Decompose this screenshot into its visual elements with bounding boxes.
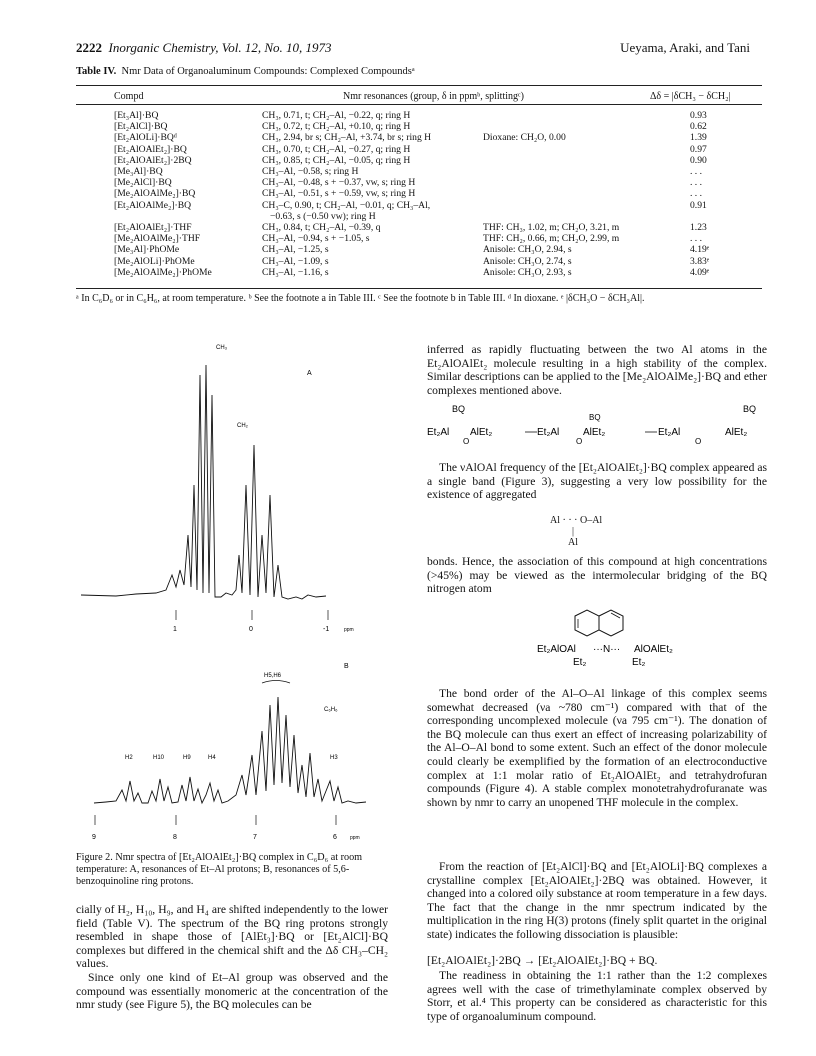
cell-delta: . . . — [690, 188, 702, 200]
cell-delta: 4.09ᵉ — [690, 266, 710, 278]
tick-b-1: 9 — [92, 834, 96, 841]
cell-compd: [Et₂AlOAlEt₂]·BQ — [114, 143, 187, 155]
scheme2-left: Et₂AlOAl — [537, 644, 576, 655]
spectrum-a-trace — [81, 365, 326, 599]
scheme-o2: O — [576, 437, 583, 446]
figure-caption: Figure 2. Nmr spectra of [Et₂AlOAlEt₂]·BQ complex in C₆D₆ at room temperature: A, resonances of Et–Al protons; B, resonances of 5,6-benzoquinoline ring protons. — [76, 852, 363, 887]
journal-citation: Inorganic Chemistry, Vol. 12, No. 10, 1973 — [108, 40, 332, 55]
tick-a-1: 1 — [173, 626, 177, 633]
cell-delta: 0.91 — [690, 199, 707, 211]
right-paragraph-6: The readiness in obtaining the 1:1 rather than the 1:2 complexes agrees well with the case of trimethylaminate complex observed by Storr, et al.⁴ This property can be considered as characteristic for this type of organoaluminum compound. — [427, 969, 767, 1023]
cell-compd: [Et₃Al]·BQ — [114, 110, 159, 121]
scheme-a3: Et₂Al — [658, 427, 681, 438]
cell-extra: Dioxane: CH₂O, 0.00 — [483, 132, 566, 144]
cell-delta: . . . — [690, 233, 702, 245]
scheme2-sub-right: Et₂ — [632, 657, 646, 668]
spectrum-b-label: B — [344, 663, 349, 670]
table-rule-mid — [76, 104, 762, 105]
scheme-b3: AlEt₂ — [725, 427, 748, 438]
cell-extra: Anisole: CH₃O, 2.93, s — [483, 266, 572, 278]
table-row — [0, 177, 816, 188]
scheme-bq-mid: BQ — [589, 413, 601, 422]
scheme2-sub-left: Et₂ — [573, 657, 587, 668]
cell-compd: [Et₂AlOAlEt₂]·2BQ — [114, 154, 192, 166]
cell-compd: [Et₂AlOAlMe₂]·BQ — [114, 199, 192, 211]
tick-a-2: 0 — [249, 626, 253, 633]
cell-nmr: CH₃, 0.71, t; CH₂–Al, −0.22, q; ring H — [262, 110, 411, 121]
right-paragraph-5: From the reaction of [Et₂AlCl]·BQ and [Et₂AlOLi]·BQ complexes a crystalline complex [Et₂AlOAlEt₂]·2BQ was obtained. However, it changed into a colored oily substance at room temperature in a few days. The fact that the change in the nmr spectrum indicated by the multiplication in the ring H(3) protons (finely split quartet in the original state) indicates the following dissociation is plausible: — [427, 860, 767, 941]
cell-nmr: CH₃–Al, −1.16, s — [262, 266, 329, 278]
aggregate-structure: Al · · · O–Al | Al — [550, 515, 603, 548]
table-row — [0, 144, 816, 155]
cell-compd: [Me₂AlCl]·BQ — [114, 177, 172, 189]
table-row — [0, 110, 816, 121]
cell-delta: . . . — [690, 166, 702, 177]
cell-delta: 1.39 — [690, 132, 707, 144]
cell-delta: 0.90 — [690, 154, 707, 166]
right-paragraph-4: The bond order of the Al–O–Al linkage of this complex seems somewhat decreased (νa ~780 cm⁻¹) compared with that of the corresponding uncomplexed molecule (νa 795 cm⁻¹). The donation of the BQ molecule can thus exert an effect of increasing polarizability of the Al–O–Al bond to some extent. Such an effect of the donor molecule could clearly be exemplified by the formation of an electroconductive complex at 1:1 molar ratio of Et₂AlOAlEt₂ and tetrahydrofuran compounds (Figure 4). A stable complex monotetrahydrofuranate was shown by nmr to carry an unopened THF molecule in the complex. — [427, 687, 767, 809]
table-footnote: ᵃ In C₆D₆ or in C₆H₆, at room temperature. ᵇ See the footnote a in Table III. ᶜ See the footnote b in Table III. ᵈ In dioxane. ᵉ |δCH₃O − δCH₃Al|. — [76, 293, 645, 304]
cell-nmr: CH₃, 2.94, br s; CH₂–Al, +3.74, br s; ring H — [262, 132, 432, 144]
cell-nmr: CH₃, 0.84, t; CH₂–Al, −0.39, q — [262, 222, 381, 233]
page-number: 2222 — [76, 40, 102, 55]
left-paragraph-1: cially of H₂, H₁₀, H₉, and H₄ are shifted independently to the lower field (Table V). The spectrum of the BQ ring protons strongly resembled in shape those of [AlEt₃]·BQ or [Et₂AlCl]·BQ complexes but differed in the chemical shift and the Δδ CH₃–CH₂ values. — [76, 903, 388, 971]
cell-compd: [Et₂AlOLi]·BQᵈ — [114, 132, 177, 144]
tick-b-3: 7 — [253, 834, 257, 841]
cell-nmr: CH₃–Al, −0.51, s + −0.59, vw, s; ring H — [262, 188, 416, 200]
table-rule-top — [76, 85, 762, 86]
cell-nmr: CH₃–C, 0.90, t; CH₂–Al, −0.01, q; CH₃–Al, — [262, 199, 431, 211]
cell-compd: [Me₂AlOAlMe₂]·BQ — [114, 188, 196, 200]
unit-a: ppm — [344, 627, 354, 633]
cell-extra: Anisole: CH₃O, 2.94, s — [483, 244, 572, 256]
scheme2-right: AlOAlEt₂ — [634, 644, 673, 655]
table-row — [0, 121, 816, 132]
cell-compd: [Me₂AlOAlMe₂]·THF — [114, 233, 201, 245]
table-row — [0, 188, 816, 199]
figure-2 — [76, 335, 396, 850]
cell-extra: THF: CH₃, 1.02, m; CH₂O, 3.21, m — [483, 222, 620, 233]
cell-nmr: CH₃, 0.85, t; CH₂–Al, −0.05, q; ring H — [262, 154, 411, 166]
cell-nmr: CH₃–Al, −0.48, s + −0.37, vw, s; ring H — [262, 177, 416, 189]
cell-nmr: CH₃, 0.70, t; CH₂–Al, −0.27, q; ring H — [262, 143, 411, 155]
table-row — [0, 267, 816, 278]
scheme-b1: AlEt₂ — [470, 427, 493, 438]
scheme-o1: O — [463, 437, 470, 446]
tick-b-4: 6 — [333, 834, 337, 841]
right-paragraph-2: The νAlOAl frequency of the [Et₂AlOAlEt₂]·BQ complex appeared as a single band (Figure 3), suggesting a very low possibility for the existence of aggregated — [427, 461, 767, 502]
col-header-compd: Compd — [114, 91, 144, 102]
tick-b-2: 8 — [173, 834, 177, 841]
cell-delta: 4.19ᵉ — [690, 244, 710, 256]
cell-nmr: CH₃–Al, −1.09, s — [262, 255, 329, 267]
cell-nmr: CH₃, 0.72, t; CH₂–Al, +0.10, q; ring H — [262, 121, 411, 133]
bq-bridging-scheme — [427, 608, 767, 668]
peak-label-h9: H9 — [183, 755, 191, 761]
table-row — [0, 244, 816, 255]
scheme-bq-right: BQ — [743, 404, 757, 414]
table-rule-bottom — [76, 288, 762, 289]
peak-label-h4: H4 — [208, 755, 216, 761]
cell-delta: 3.83ᵉ — [690, 255, 710, 267]
spectrum-b — [92, 663, 366, 841]
cell-compd: [Et₂AlCl]·BQ — [114, 121, 168, 133]
scheme-o3: O — [695, 437, 702, 446]
table-row — [0, 211, 816, 222]
cell-nmr: CH₃–Al, −0.58, s; ring H — [262, 166, 359, 177]
table-row — [0, 222, 816, 233]
table-row — [0, 155, 816, 166]
cell-extra: Anisole: CH₃O, 2.74, s — [483, 255, 572, 267]
cell-delta: 0.62 — [690, 121, 707, 133]
peak-label-h3: H3 — [330, 755, 338, 761]
scheme-a1: Et₂Al — [427, 427, 450, 438]
cell-delta: . . . — [690, 177, 702, 189]
peak-label-c6h6: C₆H₆ — [324, 707, 338, 713]
cell-compd: [Me₂AlOLi]·PhOMe — [114, 255, 195, 267]
cell-delta: 1.23 — [690, 222, 707, 233]
table-row — [0, 256, 816, 267]
col-header-nmr: Nmr resonances (group, δ in ppmᵇ, splittingᶜ) — [343, 91, 524, 102]
scheme2-dots: ···N··· — [593, 644, 621, 655]
table-title: Table IV. Nmr Data of Organoaluminum Compounds: Complexed Compoundsᵃ — [76, 66, 415, 77]
authors: Ueyama, Araki, and Tani — [620, 40, 750, 55]
cell-nmr: −0.63, s (−0.50 vw); ring H — [270, 210, 376, 222]
cell-delta: 0.93 — [690, 110, 707, 121]
cell-nmr: CH₃–Al, −0.94, s + −1.05, s — [262, 233, 370, 245]
cell-compd: [Me₃Al]·BQ — [114, 166, 163, 177]
col-header-delta: Δδ = |δCH₃ − δCH₂| — [650, 91, 731, 102]
cell-compd: [Et₂AlOAlEt₂]·THF — [114, 222, 192, 233]
table-row — [0, 233, 816, 244]
peak-label-ch2: CH₂ — [237, 423, 248, 429]
cell-nmr: CH₃–Al, −1.25, s — [262, 244, 329, 256]
bq-fluctuation-scheme — [427, 402, 767, 446]
table-row — [0, 132, 816, 143]
peak-label-h2: H2 — [125, 755, 133, 761]
left-paragraph-2: Since only one kind of Et–Al group was observed and the compound was essentially monomeric at the concentration of the nmr study (see Figure 5), the BQ molecules can be — [76, 971, 388, 1012]
cell-compd: [Me₃Al]·PhOMe — [114, 244, 180, 256]
table-row — [0, 200, 816, 211]
right-paragraph-3: bonds. Hence, the association of this compound at high concentrations (>45%) may be viewed as the intermolecular bridging of the BQ nitrogen atom — [427, 555, 767, 596]
scheme-a2: Et₂Al — [537, 427, 560, 438]
spectrum-a — [81, 345, 354, 633]
cell-compd: [Me₂AlOAlMe₂]·PhOMe — [114, 266, 212, 278]
dissociation-equation: [Et₂AlOAlEt₂]·2BQ → [Et₂AlOAlEt₂]·BQ + BQ. — [427, 954, 658, 967]
unit-b: ppm — [350, 835, 360, 841]
right-paragraph-1: inferred as rapidly fluctuating between the two Al atoms in the Et₂AlOAlEt₂ molecule resulting in a high stability of the complex. Similar descriptions can be applied to the [Me₂AlOAlMe₂]·BQ and ether complexes mentioned above. — [427, 343, 767, 397]
tick-a-3: -1 — [323, 626, 330, 633]
cell-delta: 0.97 — [690, 143, 707, 155]
scheme-bq-left: BQ — [452, 404, 466, 414]
quinoline-ring-icon — [575, 610, 623, 636]
running-header — [76, 40, 332, 56]
peak-label-ch3: CH₃ — [216, 345, 228, 351]
cell-extra: THF: CH₂, 0.66, m; CH₂O, 2.99, m — [483, 233, 620, 245]
spectrum-a-label: A — [307, 370, 312, 377]
table-row — [0, 166, 816, 177]
peak-label-h56: H5,H6 — [264, 673, 282, 679]
scheme-b2: AlEt₂ — [583, 427, 606, 438]
peak-label-h10: H10 — [153, 755, 165, 761]
